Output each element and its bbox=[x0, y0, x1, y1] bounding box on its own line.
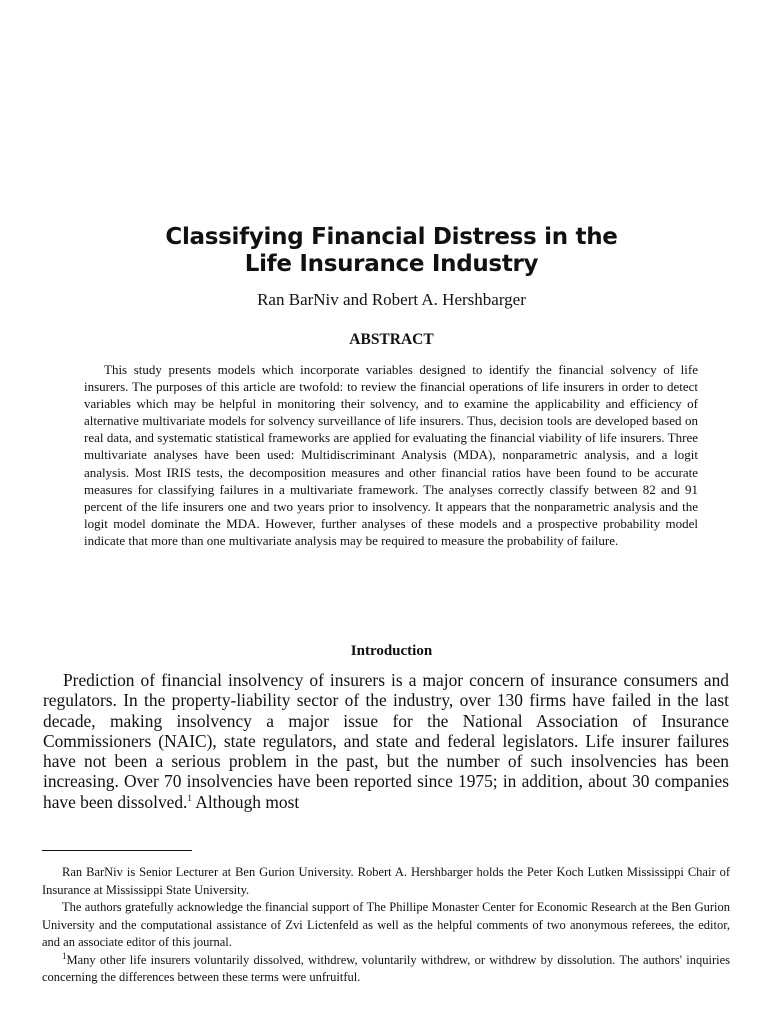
footnote-reference: 1 bbox=[187, 792, 192, 803]
introduction-paragraph bbox=[43, 670, 729, 812]
footnote-1 bbox=[42, 952, 730, 987]
introduction-text-continued: Although most bbox=[191, 791, 300, 812]
abstract-heading: ABSTRACT bbox=[349, 331, 434, 348]
footnotes bbox=[42, 864, 730, 987]
footnote-1-text: Many other life insurers voluntarily dissolved, withdrew, voluntarily withdrew, or withdrew by dissolution. The authors' inquiries concerning the differences between these terms were unfruitful. bbox=[42, 952, 730, 984]
introduction-text: Prediction of financial insolvency of insurers is a major concern of insurance consumers and regulators. In the property-liability sector of the industry, over 130 firms have failed in the last decade, making insolvency a major issue for the National Association of Insurance Commissioners (NAIC), state regulators, and state and federal legislators. Life insurer failures have not been a serious problem in the past, but the number of such insolvencies has been increasing. Over 70 insolvencies have been reported since 1975; in addition, about 30 companies have been dissolved. bbox=[43, 670, 729, 812]
title-line-2: Life Insurance Industry bbox=[244, 251, 539, 277]
title-line-1: Classifying Financial Distress in the bbox=[165, 224, 618, 250]
article-title bbox=[40, 224, 743, 278]
abstract-body: This study presents models which incorporate variables designed to identify the financial solvency of life insurers. The purposes of this article are twofold: to review the financial operations of life insurers in order to detect variables which may be helpful in monitoring their solvency, and to examine the applicability and efficiency of alternative multivariate models for solvency surveillance of life insurers. Thus, decision tools are developed based on real data, and systematic statistical frameworks are applied for evaluating the financial viability of life insurers. Three multivariate analyses have been used: Multidiscriminant Analysis (MDA), nonparametric analysis, and a logit analysis. Most IRIS tests, the decomposition measures and other financial ratios have been found to be accurate measures for classifying failures in a multivariate framework. The analyses correctly classify between 82 and 91 percent of the life insurers one and two years prior to insolvency. It appears that the nonparametric analysis and the logit model dominate the MDA. However, further analyses of these models and a prospective probability model indicate that more than one multivariate analysis may be required to measure the probability of failure. bbox=[84, 362, 698, 548]
author-line: Ran BarNiv and Robert A. Hershbarger bbox=[257, 290, 526, 309]
footnote-divider bbox=[42, 850, 192, 851]
introduction-heading: Introduction bbox=[350, 643, 433, 659]
author-affiliation-note: Ran BarNiv is Senior Lecturer at Ben Gurion University. Robert A. Hershbarger holds the Peter Koch Lutken Mississippi Chair of Insurance at Mississippi State University. bbox=[42, 865, 730, 897]
footnote-1-marker: 1 bbox=[62, 950, 67, 961]
acknowledgment-note: The authors gratefully acknowledge the financial support of The Phillipe Monaster Center for Economic Research at the Ben Gurion University and the computational assistance of Zvi Lictenfeld as well as the helpful comments of two anonymous referees, the editor, and an associate editor of this journal. bbox=[42, 900, 730, 949]
